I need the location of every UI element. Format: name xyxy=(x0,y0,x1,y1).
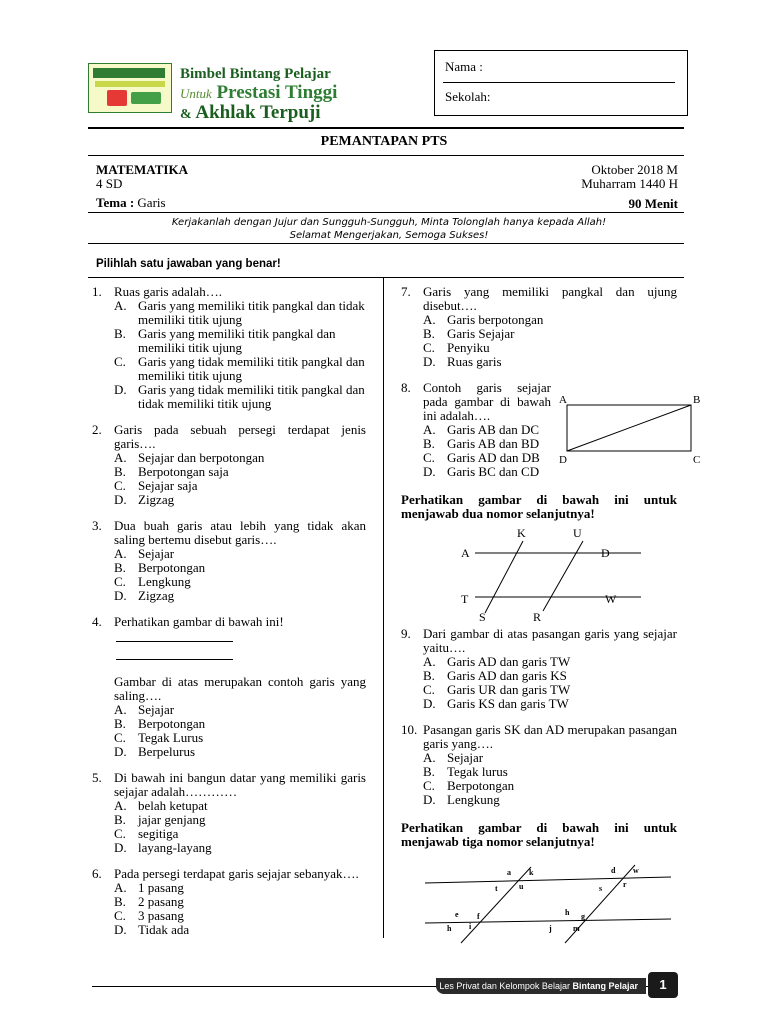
svg-text:h: h xyxy=(565,908,570,917)
intersecting-lines-figure xyxy=(451,525,651,621)
svg-text:A: A xyxy=(461,546,470,560)
svg-text:j: j xyxy=(549,924,552,933)
divider-questions xyxy=(88,277,684,278)
brand-line-1: Bimbel Bintang Pelajar xyxy=(180,66,331,82)
logo-emblem xyxy=(88,63,172,113)
question-3: 3. Dua buah garis atau lebih yang tidak akan saling bertemu disebut garis…. A. Sejajar B. Berpotongan C. Lengkung D. Zigzag xyxy=(92,518,366,603)
date-masehi: Oktober 2018 M xyxy=(591,162,678,177)
svg-text:s: s xyxy=(599,884,603,893)
svg-text:C: C xyxy=(693,454,701,466)
brand-text xyxy=(180,66,337,124)
svg-text:A: A xyxy=(559,394,567,406)
divider-instr-bottom xyxy=(88,243,684,244)
svg-text:d: d xyxy=(611,866,616,875)
answer-prompt: Pilihlah satu jawaban yang benar! xyxy=(96,258,281,270)
svg-text:r: r xyxy=(623,880,627,889)
divider-top xyxy=(88,127,684,129)
name-label: Nama : xyxy=(445,59,483,74)
note-three-questions: Perhatikan gambar di bawah ini untuk menjawab tiga nomor selanjutnya! xyxy=(401,820,677,849)
divider-instr-top xyxy=(88,212,684,213)
grade: 4 SD xyxy=(96,176,123,191)
brand-line-2: Untuk Prestasi Tinggi xyxy=(180,81,338,103)
question-7: 7. Garis yang memiliki pangkal dan ujung disebut…. A. Garis berpotongan B. Garis Sejajar C. Penyiku D. Ruas garis xyxy=(401,284,677,369)
svg-text:m: m xyxy=(573,924,580,933)
brand-line-3: & Akhlak Terpuji xyxy=(180,102,321,124)
svg-text:B: B xyxy=(693,394,701,406)
svg-text:T: T xyxy=(461,592,469,606)
svg-text:i: i xyxy=(469,922,472,931)
svg-text:g: g xyxy=(581,912,585,921)
parallel-lines-figure xyxy=(92,629,366,669)
subject: MATEMATIKA xyxy=(96,162,188,177)
svg-text:a: a xyxy=(507,868,511,877)
date-hijri: Muharram 1440 H xyxy=(581,176,678,191)
instructions: Kerjakanlah dengan Jujur dan Sungguh-Sungguh, Minta Tolonglah hanya kepada Allah! Selamat Mengerjakan, Semoga Sukses! xyxy=(171,217,607,241)
question-5: 5. Di bawah ini bangun datar yang memiliki garis sejajar adalah………… A. belah ketupat B. jajar genjang C. segitiga D. layang-layang xyxy=(92,770,366,855)
page-number: 1 xyxy=(648,972,678,998)
question-9: 9. Dari gambar di atas pasangan garis yang sejajar yaitu…. A. Garis AD dan garis TW B. Garis AD dan garis KS C. Garis UR dan garis TW D. Garis KS dan garis TW xyxy=(401,626,677,711)
svg-text:R: R xyxy=(533,610,542,621)
identity-box xyxy=(434,50,688,116)
question-1: 1. Ruas garis adalah…. A. Garis yang memiliki titik pangkal dan tidak memiliki titik ujung B. Garis yang memiliki titik pangkal dan memiliki titik ujung C. Garis yang tidak memiliki titik pangkal dan memiliki titik ujung D. Garis yang tidak memiliki titik pangkal dan tidak memiliki titik ujung xyxy=(92,284,365,411)
school-label: Sekolah: xyxy=(445,89,491,104)
svg-text:t: t xyxy=(495,884,498,893)
page-title: PEMANTAPAN PTS xyxy=(320,134,448,149)
svg-text:D: D xyxy=(559,454,567,466)
svg-text:D: D xyxy=(601,546,610,560)
svg-text:k: k xyxy=(529,868,534,877)
duration: 90 Menit xyxy=(628,196,678,211)
question-4: 4. Perhatikan gambar di bawah ini! Gambar di atas merupakan contoh garis yang saling…. A. Sejajar B. Berpotongan C. Tegak Lurus D. Berpelurus xyxy=(92,614,366,759)
svg-text:U: U xyxy=(573,526,582,540)
divider-title xyxy=(88,155,684,156)
right-column xyxy=(401,284,701,947)
svg-text:S: S xyxy=(479,610,486,621)
svg-text:u: u xyxy=(519,882,524,891)
question-6: 6. Pada persegi terdapat garis sejajar sebanyak…. A. 1 pasang B. 2 pasang C. 3 pasang D. Tidak ada xyxy=(92,866,359,937)
svg-text:K: K xyxy=(517,526,526,540)
svg-text:h: h xyxy=(447,924,452,933)
left-column xyxy=(92,285,366,937)
theme: Tema : Garis xyxy=(96,195,166,210)
question-10: 10. Pasangan garis SK dan AD merupakan pasangan garis yang…. A. Sejajar B. Tegak lurus C. Berpotongan D. Lengkung xyxy=(401,722,677,807)
footer-tag: Les Privat dan Kelompok Belajar Bintang Pelajar xyxy=(436,978,646,994)
column-divider xyxy=(383,278,384,938)
rectangle-abcd-figure xyxy=(557,393,705,471)
svg-text:f: f xyxy=(477,912,480,921)
question-2: 2. Garis pada sebuah persegi terdapat jenis garis…. A. Sejajar dan berpotongan B. Berpotongan saja C. Sejajar saja D. Zigzag xyxy=(92,422,366,507)
svg-text:w: w xyxy=(633,866,639,875)
note-two-questions: Perhatikan gambar di bawah ini untuk menjawab dua nomor selanjutnya! xyxy=(401,492,677,521)
transversal-angles-figure xyxy=(415,863,677,947)
name-line xyxy=(443,82,675,83)
question-8: 8. Contoh garis sejajar pada gambar di bawah ini adalah…. A. Garis AB dan DC B. Garis AB dan BD C. Garis AD dan DB D. Garis BC dan CD A B C D xyxy=(401,381,677,479)
svg-text:e: e xyxy=(455,910,459,919)
svg-text:W: W xyxy=(605,592,617,606)
